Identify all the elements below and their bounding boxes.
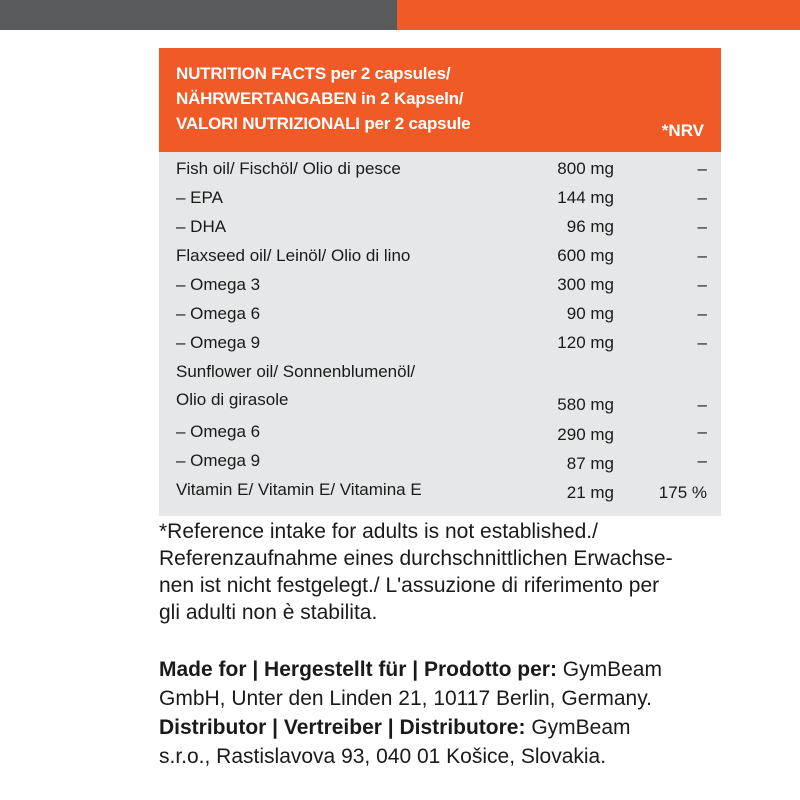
row-amount: 96 mg	[566, 217, 614, 236]
made-for-company: GymBeam	[556, 658, 662, 681]
footnote-line: *Reference intake for adults is not established./	[159, 520, 598, 543]
row-name: – Omega 6	[176, 304, 261, 323]
manufacturer-info	[159, 655, 725, 771]
made-for-address: GmbH, Unter den Linden 21, 10117 Berlin, Germany.	[159, 687, 652, 710]
row-nrv: –	[697, 422, 707, 441]
row-amount: 120 mg	[557, 333, 614, 352]
row-amount: 290 mg	[557, 425, 614, 444]
distributor-company: GymBeam	[525, 716, 631, 739]
row-name: Sunflower oil/ Sonnenblumenöl/	[176, 362, 416, 381]
row-name: – EPA	[176, 188, 223, 207]
nutrition-table	[159, 48, 721, 516]
row-amount: 21 mg	[566, 483, 614, 502]
made-for-label: Made for | Hergestellt für | Prodotto per:	[159, 658, 557, 681]
top-bar-dark	[0, 0, 397, 30]
row-nrv: –	[697, 217, 707, 236]
reference-footnote	[159, 518, 725, 626]
row-amount: 144 mg	[557, 188, 614, 207]
footnote-line: Referenzaufnahme eines durchschnittlichen Erwachse-	[159, 547, 673, 570]
row-amount: 87 mg	[566, 454, 614, 473]
row-amount: 800 mg	[557, 159, 614, 178]
header-line-de: NÄHRWERTANGABEN in 2 Kapseln/	[176, 89, 464, 108]
top-bar-accent	[397, 0, 800, 30]
row-name: – Omega 9	[176, 333, 261, 352]
nutrition-header	[159, 48, 721, 152]
row-amount: 600 mg	[557, 246, 614, 265]
made-for-line	[159, 655, 725, 684]
row-nrv: –	[697, 333, 707, 352]
row-amount: 90 mg	[566, 304, 614, 323]
row-name: Olio di girasole	[176, 390, 289, 409]
distributor-label: Distributor | Vertreiber | Distributore:	[159, 716, 526, 739]
row-amount: 300 mg	[557, 275, 614, 294]
row-name: Fish oil/ Fischöl/ Olio di pesce	[176, 159, 401, 178]
row-nrv: –	[697, 246, 707, 265]
footnote-line: gli adulti non è stabilita.	[159, 601, 378, 624]
row-name: – Omega 9	[176, 451, 261, 470]
row-nrv: –	[697, 395, 707, 414]
distributor-line	[159, 713, 725, 742]
row-nrv: 175 %	[658, 483, 707, 502]
row-name: Flaxseed oil/ Leinöl/ Olio di lino	[176, 246, 411, 265]
row-nrv: –	[697, 304, 707, 323]
nutrition-body	[159, 152, 721, 516]
row-nrv: –	[697, 275, 707, 294]
header-line-it: VALORI NUTRIZIONALI per 2 capsule	[176, 114, 471, 133]
row-nrv: –	[697, 451, 707, 470]
row-name: – Omega 6	[176, 422, 261, 441]
row-name: – Omega 3	[176, 275, 261, 294]
row-amount: 580 mg	[557, 395, 614, 414]
header-line-en: NUTRITION FACTS per 2 capsules/	[176, 64, 451, 83]
row-name: – DHA	[176, 217, 227, 236]
distributor-address: s.r.o., Rastislavova 93, 040 01 Košice, Slovakia.	[159, 745, 607, 768]
footnote-line: nen ist nicht festgelegt./ L'assuzione di riferimento per	[159, 574, 660, 597]
header-nrv: *NRV	[661, 121, 704, 140]
row-nrv: –	[697, 159, 707, 178]
row-name: Vitamin E/ Vitamin E/ Vitamina E	[176, 480, 422, 499]
row-nrv: –	[697, 188, 707, 207]
